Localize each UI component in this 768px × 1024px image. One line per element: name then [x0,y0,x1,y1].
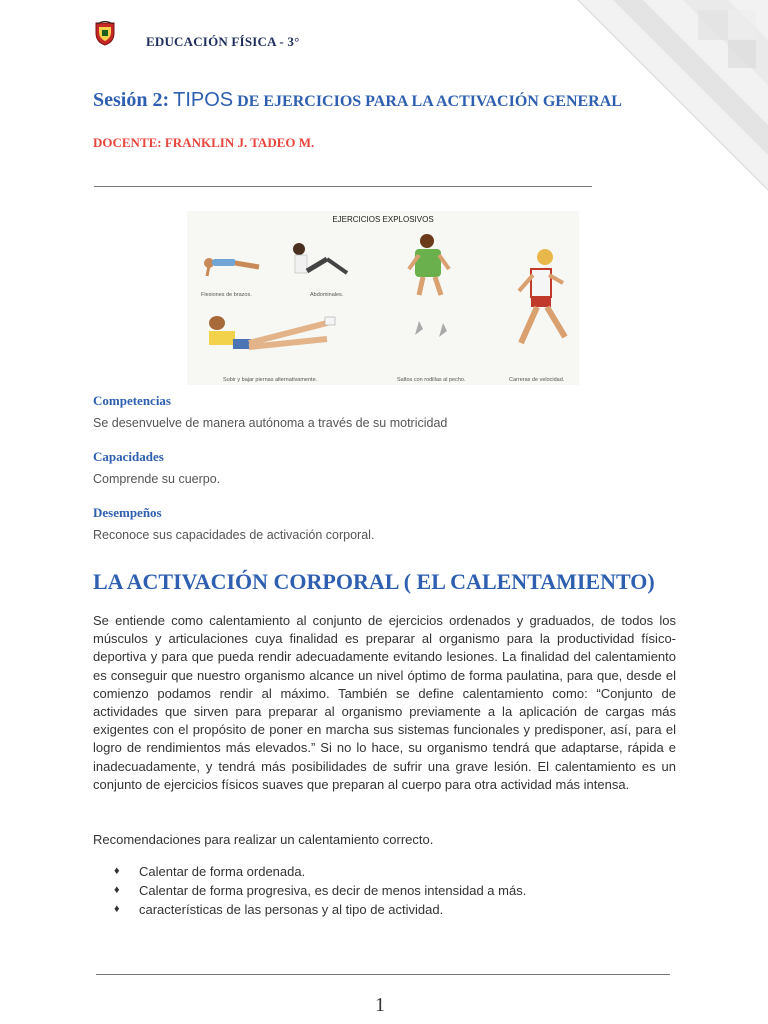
list-item [114,900,526,919]
bullet-icon: ♦ [114,903,120,915]
recommendations-intro: Recomendaciones para realizar un calentamiento correcto. [93,832,434,847]
teacher-name: DOCENTE: FRANKLIN J. TADEO M. [93,135,315,150]
caption-situps: Abdominales. [310,292,344,298]
bullet-icon: ♦ [114,884,120,896]
explosive-exercises-illustration [187,211,579,385]
capacidades-text: Comprende su cuerpo. [93,472,221,486]
desempenos-heading: Desempeños [93,505,162,520]
bullet-icon: ♦ [114,865,120,877]
list-item [114,881,526,900]
session-topic: DE EJERCICIOS PARA LA ACTIVACIÓN GENERAL [237,93,622,110]
school-crest-icon [94,20,116,46]
caption-leg-raises: Subir y bajar piernas alternativamente. [223,377,318,383]
top-divider [94,186,592,187]
caption-jumps: Saltos con rodillas al pecho. [397,377,466,383]
page-number: 1 [375,994,385,1016]
footer-divider [96,974,670,975]
capacidades-heading: Capacidades [93,449,164,464]
list-item-text: Calentar de forma ordenada. [139,864,306,879]
session-label: Sesión 2: [93,89,170,111]
competencias-text: Se desenvuelve de manera autónoma a través de su motricidad [93,416,448,430]
session-title [93,90,693,112]
session-tipos: TIPOS [173,89,234,111]
main-heading: LA ACTIVACIÓN CORPORAL ( EL CALENTAMIENTO) [93,569,655,594]
list-item-text: características de las personas y al tipo de actividad. [139,902,444,917]
list-item-text: Calentar de forma progresiva, es decir de menos intensidad a más. [139,883,527,898]
caption-pushups: Flexiones de brazos. [201,292,252,298]
recommendations-list [114,862,526,919]
list-item [114,862,526,881]
body-paragraph: Se entiende como calentamiento al conjunto de ejercicios ordenados y graduados, de todos los músculos y articulaciones cuya finalidad es preparar al organismo para la productividad físico-deportiva y para que pueda rendir adecuadamente evitando lesiones. La finalidad del calentamiento es conseguir que nuestro organismo alcance un nivel óptimo de forma paulatina, para que, desde el comienzo podamos rendir al máximo. También se define calentamiento como: “Conjunto de actividades que sirven para preparar al organismo previamente a la aplicación de cargas más exigentes con el propósito de poner en marcha sus sistemas funcionales y predisponer, así, para el logro de rendimientos más elevados.” Si no lo hace, su organismo tendrá que adaptarse, rápida e inadecuadamente, y tendrá más posibilidades de sufrir una grave lesión. El calentamiento es un conjunto de ejercicios físicos suaves que preparan al cuerpo para otra actividad más intensa. [93,613,676,792]
course-title: EDUCACIÓN FÍSICA - 3° [146,34,300,49]
desempenos-text: Reconoce sus capacidades de activación corporal. [93,528,375,542]
competencias-heading: Competencias [93,393,171,408]
caption-sprints: Carreras de velocidad. [509,377,565,383]
illustration-title: EJERCICIOS EXPLOSIVOS [332,215,434,224]
